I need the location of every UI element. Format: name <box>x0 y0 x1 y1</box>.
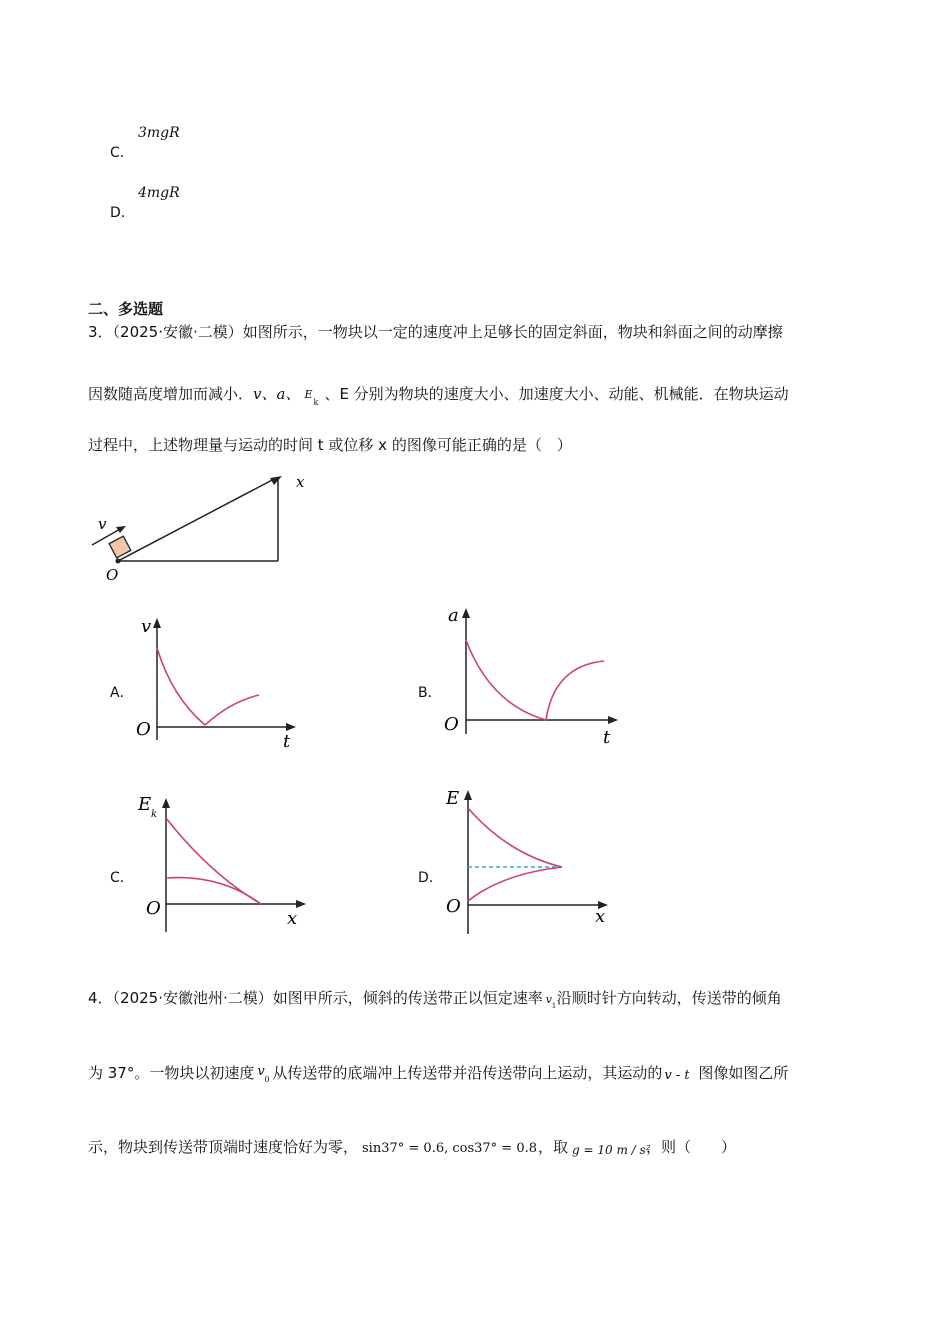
q3-line2: 因数随高度增加而减小．v、a、 E k 、E 分别为物块的速度大小、加速度大小、动能、机械能．在物块运动 <box>88 385 789 407</box>
option-d2-label: D． <box>418 870 443 886</box>
graph-a-y-arrow <box>153 618 161 628</box>
graph-c-x-label: x <box>287 908 298 929</box>
graph-b-curve-2 <box>546 661 604 720</box>
graph-b-x-label: t <box>603 727 611 748</box>
q4-line2-c: 图像如图乙所 <box>698 1064 789 1082</box>
graph-c-y-sub: k <box>151 809 158 820</box>
q4-line3-b: ，取 <box>538 1138 569 1156</box>
q4-line2-b: 从传送带的底端冲上传送带并沿传送带向上运动，其运动的 <box>272 1064 663 1082</box>
graph-c-origin: O <box>146 898 161 919</box>
q3-line2-vars: v、a、 <box>253 385 301 403</box>
graph-a-x-label: t <box>283 731 291 752</box>
velocity-arrowhead <box>116 526 126 533</box>
graph-a-x-arrow <box>286 723 296 731</box>
graph-d-curve-lower <box>468 867 562 901</box>
q3-line1: 3．（2025·安徽·二模）如图所示，一物块以一定的速度冲上足够长的固定斜面，物块和斜面之间的动摩擦 <box>88 323 783 341</box>
option-c2-label: C． <box>110 870 134 886</box>
q3-line2-b: 、E 分别为物块的速度大小、加速度大小、动能、机械能．在物块运动 <box>324 385 789 403</box>
q4-line3: 示，物块到传送带顶端时速度恰好为零， sin37° = 0.6, cos37° = 0.8 ，取 g = 10 m / s² ，则（ ） <box>88 1138 737 1157</box>
graph-b <box>438 600 628 750</box>
graph-a-curve-2 <box>205 695 259 725</box>
graph-d-y-arrow <box>464 790 472 800</box>
q4-line2-a: 为 37°。一物块以初速度 <box>88 1064 255 1082</box>
graph-c-x-arrow <box>296 900 306 908</box>
graph-b-y-arrow <box>462 608 470 618</box>
q4-line2: 为 37°。一物块以初速度 v 0 从传送带的底端冲上传送带并沿传送带向上运动，其运动的 v - t 图像如图乙所 <box>88 1064 789 1084</box>
origin-dot <box>116 559 121 564</box>
graph-d-y-label: E <box>446 788 460 809</box>
option-d-value: 4mgR <box>138 185 180 201</box>
q3-line3: 过程中，上述物理量与运动的时间 t 或位移 x 的图像可能正确的是（ ） <box>88 436 572 454</box>
incline-figure <box>80 465 320 585</box>
graph-b-curve-1 <box>466 640 546 720</box>
slope-arrowhead <box>270 476 282 485</box>
option-a-label: A． <box>110 685 134 701</box>
option-d-label: D． <box>110 205 135 221</box>
graph-b-x-arrow <box>608 716 618 724</box>
q4-line3-a: 示，物块到传送带顶端时速度恰好为零， <box>88 1138 359 1156</box>
block <box>109 536 131 558</box>
graph-a-y-label: v <box>141 616 152 637</box>
graph-d-x-label: x <box>595 906 606 927</box>
graph-c <box>130 786 310 936</box>
graph-c-y-arrow <box>162 798 170 808</box>
graph-a-curve-1 <box>157 648 205 725</box>
incline-o-label: O <box>106 566 119 584</box>
graph-d-origin: O <box>446 896 461 917</box>
incline-v-label: v <box>98 515 107 533</box>
graph-a-origin: O <box>136 719 151 740</box>
option-b-label: B． <box>418 685 442 701</box>
q3-line2-a: 因数随高度增加而减小． <box>88 385 254 403</box>
incline-x-label: x <box>296 473 305 491</box>
option-c-label: C． <box>110 145 134 161</box>
incline-slope <box>118 478 276 561</box>
section-title: 二、多选题 <box>88 300 164 318</box>
graph-c-curve-lower <box>166 878 261 904</box>
q4-line3-c: ，则（ ） <box>646 1138 737 1156</box>
graph-a <box>130 612 310 752</box>
graph-d-curve-upper <box>468 808 562 867</box>
q4-line1-b: 沿顺时针方向转动，传送带的倾角 <box>556 989 782 1007</box>
graph-b-y-label: a <box>448 605 459 626</box>
q4-line1-a: 4．（2025·安徽池州·二模）如图甲所示，倾斜的传送带正以恒定速率 <box>88 989 543 1007</box>
graph-b-origin: O <box>444 714 459 735</box>
graph-d <box>438 782 628 937</box>
option-c-value: 3mgR <box>138 125 180 141</box>
graph-c-y-label: E <box>138 794 152 815</box>
q4-line1: 4．（2025·安徽池州·二模）如图甲所示，倾斜的传送带正以恒定速率 v 1 沿顺时针方向转动，传送带的倾角 <box>88 989 782 1010</box>
graph-c-curve-upper <box>166 818 261 904</box>
